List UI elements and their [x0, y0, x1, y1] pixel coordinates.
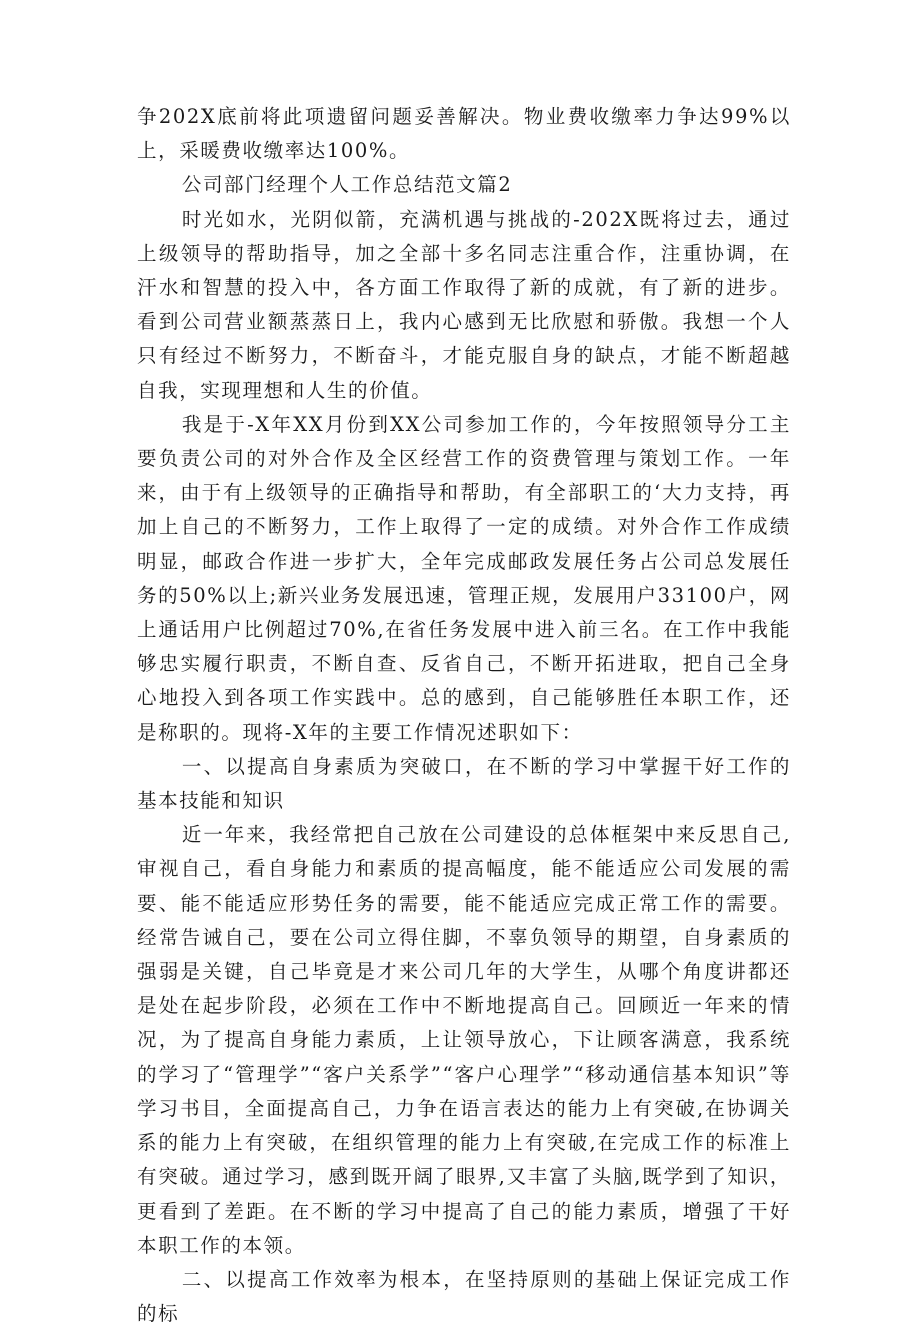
paragraph-intro: 时光如水，光阴似箭，充满机遇与挑战的-202X既将过去，通过上级领导的帮助指导，加之全部十多名同志注重合作，注重协调，在汗水和智慧的投入中，各方面工作取得了新的成就，有了新的进步。看到公司营业额蒸蒸日上，我内心感到无比欣慰和骄傲。我想一个人只有经过不断努力，不断奋斗，才能克服自身的缺点，才能不断超越自我，实现理想和人生的价值。: [137, 207, 791, 402]
document-body: [137, 100, 791, 1331]
article-title: 公司部门经理个人工作总结范文篇2: [181, 173, 513, 197]
section-heading-2: 二、以提高工作效率为根本，在坚持原则的基础上保证完成工作的标: [137, 1267, 791, 1326]
section-heading-1: 一、以提高自身素质为突破口，在不断的学习中掌握干好工作的基本技能和知识: [137, 754, 791, 813]
paragraph-section-1: 近一年来，我经常把自己放在公司建设的总体框架中来反思自己,审视自己，看自身能力和素质的提高幅度，能不能适应公司发展的需要、能不能适应形势任务的需要，能不能适应完成正常工作的需要。经常告诫自己，要在公司立得住脚，不辜负领导的期望，自身素质的强弱是关键，自己毕竟是才来公司几年的大学生，从哪个角度讲都还是处在起步阶段，必须在工作中不断地提高自己。回顾近一年来的情况，为了提高自身能力素质，上让领导放心，下让顾客满意，我系统的学习了“管理学”“客户关系学”“客户心理学”“移动通信基本知识”等学习书目，全面提高自己，力争在语言表达的能力上有突破,在协调关系的能力上有突破，在组织管理的能力上有突破,在完成工作的标准上有突破。通过学习，感到既开阔了眼界,又丰富了头脑,既学到了知识，更看到了差距。在不断的学习中提高了自己的能力素质，增强了干好本职工作的本领。: [137, 823, 791, 1257]
paragraph-background: 我是于-X年XX月份到XX公司参加工作的，今年按照领导分工主要负责公司的对外合作及全区经营工作的资费管理与策划工作。一年来，由于有上级领导的正确指导和帮助，有全部职工的‘大力支持，再加上自己的不断努力，工作上取得了一定的成绩。对外合作工作成绩明显，邮政合作进一步扩大，全年完成邮政发展任务占公司总发展任务的50%以上;新兴业务发展迅速，管理正规，发展用户33100户，网上通话用户比例超过70%,在省任务发展中进入前三名。在工作中我能够忠实履行职责，不断自查、反省自己，不断开拓进取，把自己全身心地投入到各项工作实践中。总的感到，自己能够胜任本职工作，还是称职的。现将-X年的主要工作情况述职如下：: [137, 412, 791, 744]
paragraph-continuation: 争202X底前将此项遗留问题妥善解决。物业费收缴率力争达99%以上，采暖费收缴率达100%。: [137, 105, 791, 163]
